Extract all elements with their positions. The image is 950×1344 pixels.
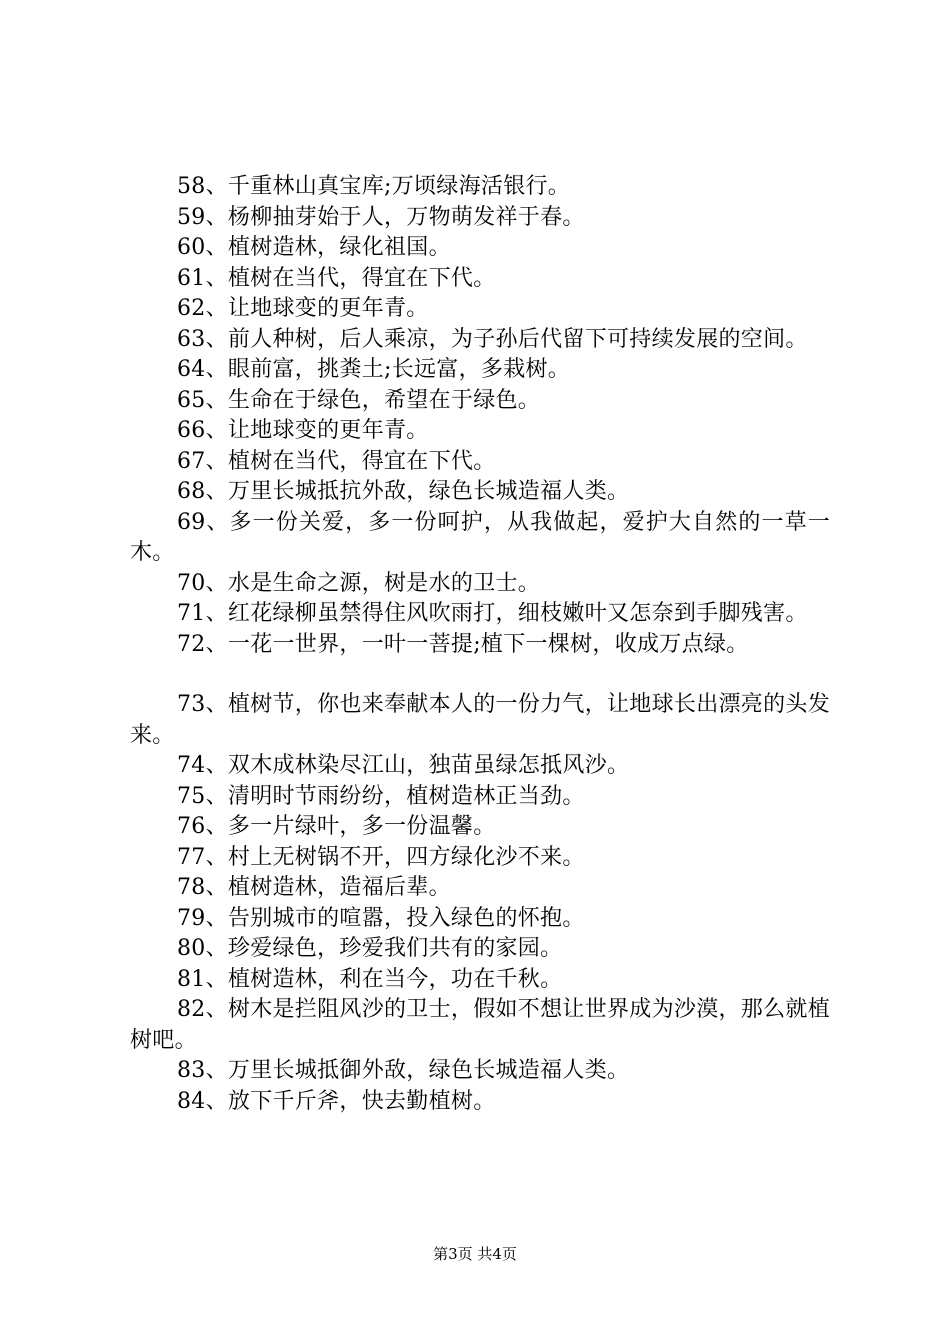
list-item: 82、树木是拦阻风沙的卫士，假如不想让世界成为沙漠，那么就植树吧。 [130,997,830,1053]
list-item: 62、让地球变的更年青。 [177,296,429,321]
list-item: 80、珍爱绿色，珍爱我们共有的家园。 [177,936,563,961]
list-item: 61、植树在当代，得宜在下代。 [177,265,496,291]
list-item: 77、村上无树锅不开，四方绿化沙不来。 [177,844,585,870]
list-item: 79、告别城市的喧嚣，投入绿色的怀抱。 [177,905,585,931]
list-item: 60、植树造林，绿化祖国。 [177,235,451,260]
list-item: 78、植树造林，造福后辈。 [177,875,451,900]
page-number-footer: 第3页 共4页 [433,1245,517,1263]
list-item: 76、多一片绿叶，多一份温馨。 [177,814,496,839]
list-item: 74、双木成林染尽江山，独苗虽绿怎抵风沙。 [177,753,630,778]
list-item: 66、让地球变的更年青。 [177,418,429,443]
list-item: 65、生命在于绿色，希望在于绿色。 [177,387,541,413]
list-item: 70、水是生命之源，树是水的卫士。 [177,570,541,596]
list-item: 83、万里长城抵御外敌，绿色长城造福人类。 [177,1058,630,1083]
list-item: 64、眼前富，挑粪土;长远富，多栽树。 [177,357,571,382]
list-item: 84、放下千斤斧，快去勤植树。 [177,1088,496,1114]
list-item: 68、万里长城抵抗外敌，绿色长城造福人类。 [177,479,630,504]
list-item: 69、多一份关爱，多一份呵护，从我做起，爱护大自然的一草一木。 [130,509,830,565]
list-item: 73、植树节，你也来奉献本人的一份力气，让地球长出漂亮的头发来。 [130,692,830,748]
list-item: 75、清明时节雨纷纷，植树造林正当劲。 [177,783,585,809]
list-item: 58、千重林山真宝库;万顷绿海活银行。 [177,174,571,199]
list-item: 63、前人种树，后人乘凉，为子孙后代留下可持续发展的空间。 [177,326,808,352]
document-body [130,172,830,1117]
list-item: 67、植树在当代，得宜在下代。 [177,448,496,474]
list-item: 71、红花绿柳虽禁得住风吹雨打，细枝嫩叶又怎奈到手脚残害。 [177,601,808,626]
list-item: 72、一花一世界，一叶一菩提;植下一棵树，收成万点绿。 [177,631,749,657]
list-item: 59、杨柳抽芽始于人，万物萌发祥于春。 [177,204,585,230]
list-item: 81、植树造林，利在当今，功在千秋。 [177,966,563,992]
